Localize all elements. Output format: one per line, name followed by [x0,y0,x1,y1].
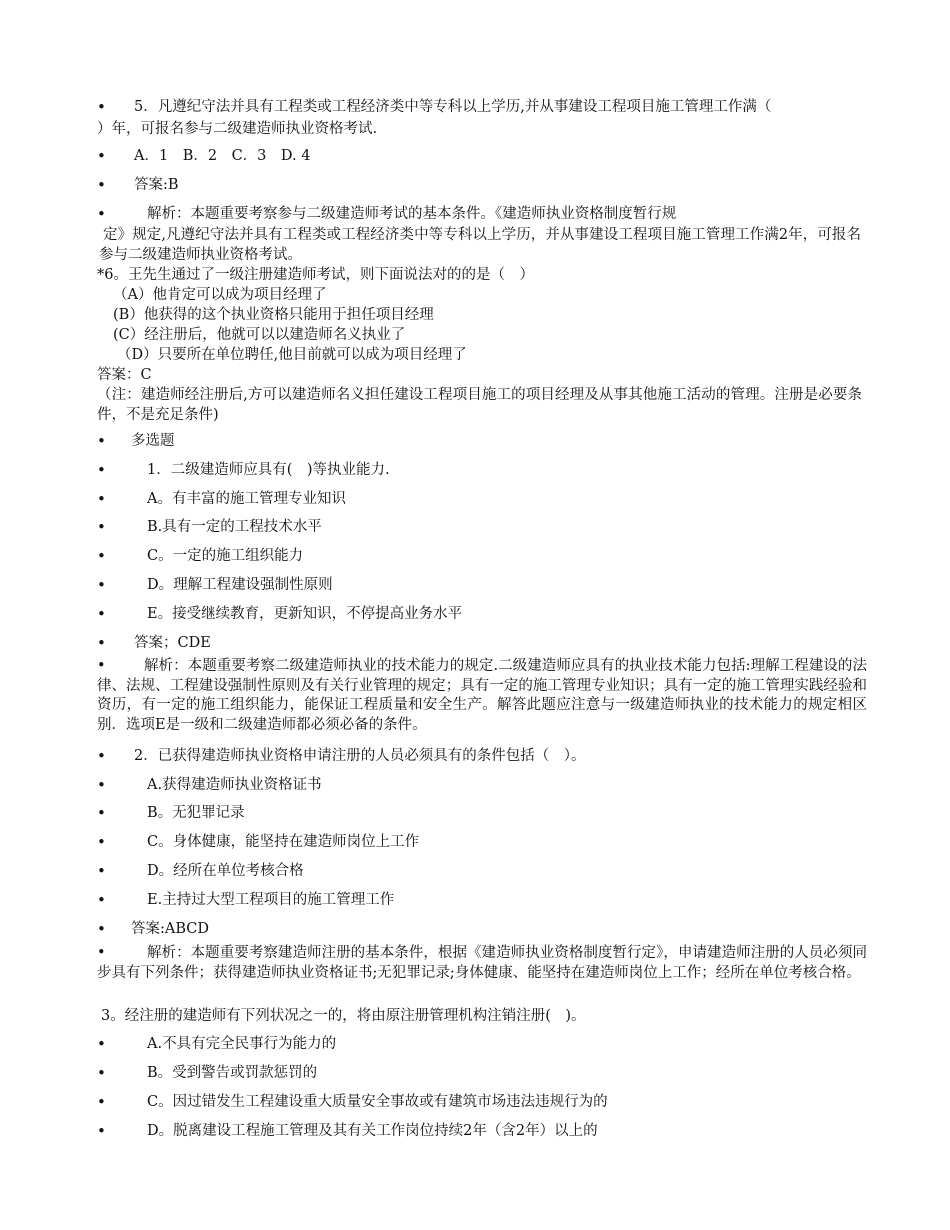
option-c: C。身体健康，能坚持在建造师岗位上工作 [147,834,420,850]
bullet: • [97,920,106,938]
option-c: C。因过错发生工程建设重大质量安全事故或有建筑市场违法违规行为的 [147,1094,608,1110]
bullet: • [97,98,106,116]
option-e: E。接受继续教育，更新知识，不停提高业务水平 [147,606,463,622]
bullet: • [97,1093,106,1111]
bullet: • [97,432,106,450]
option-d: （D）只要所在单位聘任,他目前就可以成为项目经理了 [117,347,467,363]
bullet: • [97,147,106,165]
bullet: • [97,1122,106,1140]
option-a: A.不具有完全民事行为能力的 [147,1036,337,1052]
analysis-text [97,944,867,983]
answer-text: 答案:B [134,177,179,193]
question-stem: 5．凡遵纪守法并具有工程类或工程经济类中等专科以上学历,并从事建设工程项目施工管理工作满（ [134,99,772,115]
analysis-text-continued: 定》规定,凡遵纪守法并具有工程类或工程经济类中等专科以上学历，并从事建设工程项目施工管理工作满2年，可报名参与二级建造师执业资格考试。 [99,227,861,263]
bullet: • [97,776,106,794]
bullet: • [97,658,106,674]
bullet: • [97,833,106,851]
bullet: • [97,176,106,194]
option-b: B.具有一定的工程技术水平 [147,519,322,535]
option-e: E.主持过大型工程项目的施工管理工作 [147,892,395,908]
bullet: • [97,891,106,909]
note-text: （注：建造师经注册后,方可以建造师名义担任建设工程项目施工的项目经理及从事其他施工活动的管理。注册是必要条件，不是充足条件) [97,387,862,423]
section-heading-label: 多选题 [131,433,175,449]
answer-text: 答案；CDE [134,635,211,651]
option-b: B。无犯罪记录 [147,805,245,821]
bullet: • [97,490,106,508]
option-a: （A）他肯定可以成为项目经理了 [113,287,327,303]
bullet: • [97,1035,106,1053]
bullet: • [97,576,106,594]
analysis-body: 解析：本题重要考察二级建造师执业的技术能力的规定.二级建造师应具有的执业技术能力包括:理解工程建设的法律、法规、工程建设强制性原则及有关行业管理的规定；具有一定的施工管理专业知识；具有一定的施工管理实践经验和资历，有一定的施工组织能力，能保证工程质量和安全生产。解答此题应注意与一级建造师执业的技术能力的规定相区别．选项E是一级和二级建造师都必须必备的条件。 [97,658,867,733]
option-b: (B）他获得的这个执业资格只能用于担任项目经理 [113,307,434,323]
bullet: • [97,747,106,765]
bullet: • [97,518,106,536]
option-d: D。理解工程建设强制性原则 [147,577,333,593]
option-c: (C）经注册后，他就可以以建造师名义执业了 [113,327,406,343]
option-a: A.获得建造师执业资格证书 [147,777,322,793]
bullet: • [97,605,106,623]
option-b: B。受到警告或罚款惩罚的 [147,1065,318,1081]
option-c: C。一定的施工组织能力 [147,548,304,564]
bullet: • [97,945,106,961]
option-a: A。有丰富的施工管理专业知识 [147,491,346,507]
question-stem: 2．已获得建造师执业资格申请注册的人员必须具有的条件包括（ ）。 [134,748,586,764]
analysis-text [97,657,867,735]
bullet: • [97,547,106,565]
question-stem-continued: ）年，可报名参与二级建造师执业资格考试. [97,121,378,137]
analysis-body: 解析：本题重要考察建造师注册的基本条件，根据《建造师执业资格制度暂行定》，申请建造师注册的人员必须同步具有下列条件；获得建造师执业资格证书;无犯罪记录;身体健康、能坚持在建造师岗位上工作；经所在单位考核合格。 [97,945,867,981]
bullet: • [97,461,106,479]
bullet: • [97,205,106,223]
answer-text: 答案:ABCD [131,921,210,937]
bullet: • [97,862,106,880]
option-d: D。脱离建设工程施工管理及其有关工作岗位持续2年（含2年）以上的 [147,1123,598,1139]
bullet: • [97,804,106,822]
question-stem: *6。王先生通过了一级注册建造师考试，则下面说法对的的是（ ） [97,267,534,283]
question-stem: 3。经注册的建造师有下列状况之一的，将由原注册管理机构注销注册( )。 [101,1008,586,1024]
answer-text: 答案：C [97,367,152,383]
bullet: • [97,1064,106,1082]
question-stem: 1．二级建造师应具有( )等执业能力. [147,462,390,478]
question-options: A．1 B．2 C．3 D. 4 [134,148,311,164]
analysis-text: 解析：本题重要考察参与二级建造师考试的基本条件。《建造师执业资格制度暂行规 [147,206,677,222]
bullet: • [97,634,106,652]
option-d: D。经所在单位考核合格 [147,863,304,879]
